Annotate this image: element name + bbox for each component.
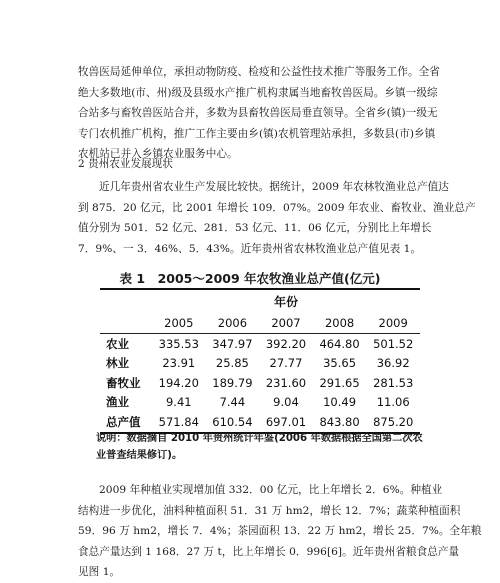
table-cell: 464.80: [319, 336, 360, 351]
table-cell: 9.41: [165, 395, 192, 410]
text-line: 到 875．20 亿元，比 2001 年增长 109．07%。2009 年农业、畜牧业、渔业总产: [78, 201, 476, 214]
text-line: 7．9%、一 3．46%、5．43%。近年贵州省农林牧渔业总产值见表 1。: [78, 242, 422, 255]
table-cell: 10.49: [323, 395, 357, 410]
text-line: 绝大多数地(市、州)级及县级水产推广机构隶属当地畜牧兽医局。乡镇一级综: [78, 86, 438, 99]
text-line: 59．96 万 hm2，增长 7．4%；茶园面积 13．22 万 hm2，增长 25．7%。全年粮: [78, 525, 482, 537]
table-row-label: 总产值: [100, 412, 152, 433]
table-year-header: 2006: [206, 312, 260, 334]
table-cell: 281.53: [373, 375, 414, 390]
table-corner-cell: [100, 312, 152, 334]
table-cell: 291.65: [319, 375, 360, 390]
table-row: [100, 334, 420, 354]
note-line: 说明：数据摘自 2010 年贵州统计年鉴(2006 年数据根据全国第二次农: [96, 433, 423, 444]
text-line: 牧兽医局延伸单位，承担动物防疫、检疫和公益性技术推广等服务工作。全省: [78, 66, 440, 78]
table-year-row: [100, 312, 420, 334]
table-year-header: 2005: [152, 312, 206, 334]
table-cell: 7.44: [219, 395, 246, 410]
text-line: 合站多与畜牧兽医站合并，多数为县畜牧兽医局垂直领导。全省乡(镇)一级无: [78, 107, 438, 119]
table-cell: 571.84: [152, 412, 206, 433]
text-line: 2009 年种植业实现增加值 332．00 亿元，比上年增长 2．6%。种植业: [99, 484, 443, 496]
table-cell: 347.97: [212, 336, 253, 351]
table-row-label: 渔业: [106, 395, 129, 410]
table-cell: 697.01: [259, 412, 313, 433]
table-cell: 27.77: [269, 356, 303, 371]
table-cell: 9.04: [273, 395, 299, 410]
table-group-header: 年份: [152, 289, 420, 312]
text-line: 农机站已并入乡镇农业服务中心。: [78, 148, 238, 160]
intro-paragraph: [78, 62, 440, 165]
text-line: 食总产量达到 1 168．27 万 t，比上年增长 0．996[6]。近年贵州省粮食总产量: [78, 545, 460, 558]
section-paragraph: [78, 177, 476, 259]
table-row: [100, 373, 420, 393]
table-cell: 35.65: [323, 356, 357, 371]
closing-paragraph: [78, 480, 482, 583]
table-year-header: 2007: [259, 312, 313, 334]
text-line: 值分别为 501．52 亿元、281．53 亿元、11．06 亿元，分别比上年增长: [78, 222, 432, 234]
text-line: 结构进一步优化，油料种植面积 51．31 万 hm2，增长 12．7%；蔬菜种植面积: [78, 504, 461, 517]
table-cell: 194.20: [158, 375, 199, 390]
table-cell: 501.52: [373, 336, 414, 351]
table-corner-cell: [100, 289, 152, 312]
table-cell: 392.20: [265, 336, 307, 351]
text-line: 近几年贵州省农业生产发展比较快。据统计，2009 年农林牧渔业总产值达: [99, 181, 449, 193]
table-row: [100, 354, 420, 374]
note-line: 业普查结果修订)。: [96, 450, 183, 461]
table-cell: 25.85: [215, 356, 249, 371]
table-title: 表 1 2005～2009 年农牧渔业总产值(亿元): [119, 271, 381, 286]
table-cell: 189.79: [212, 375, 253, 390]
table-cell: 36.92: [376, 356, 410, 371]
text-line: 见图 1。: [78, 566, 121, 578]
table-row-label: 农业: [106, 336, 129, 351]
table-row-label: 林业: [106, 356, 129, 371]
table-cell: 335.53: [158, 336, 199, 351]
table-cell: 875.20: [366, 412, 420, 433]
text-line: 专门农机推广机构，推广工作主要由乡(镇)农机管理站承担，多数县(市)乡镇: [78, 127, 436, 140]
table-cell: 23.91: [162, 356, 196, 371]
output-table: [100, 288, 420, 434]
table-row: [100, 393, 420, 413]
table-year-header: 2009: [366, 312, 420, 334]
table-cell: 11.06: [376, 395, 410, 410]
section-heading: 2 贵州农业发展现状: [78, 158, 173, 170]
table-group-header-row: [100, 289, 420, 312]
table-cell: 231.60: [265, 375, 307, 390]
table-cell: 843.80: [313, 412, 367, 433]
table-year-header: 2008: [313, 312, 367, 334]
table-note: [96, 430, 426, 464]
table-row-label: 畜牧业: [106, 375, 141, 390]
table-cell: 610.54: [206, 412, 260, 433]
